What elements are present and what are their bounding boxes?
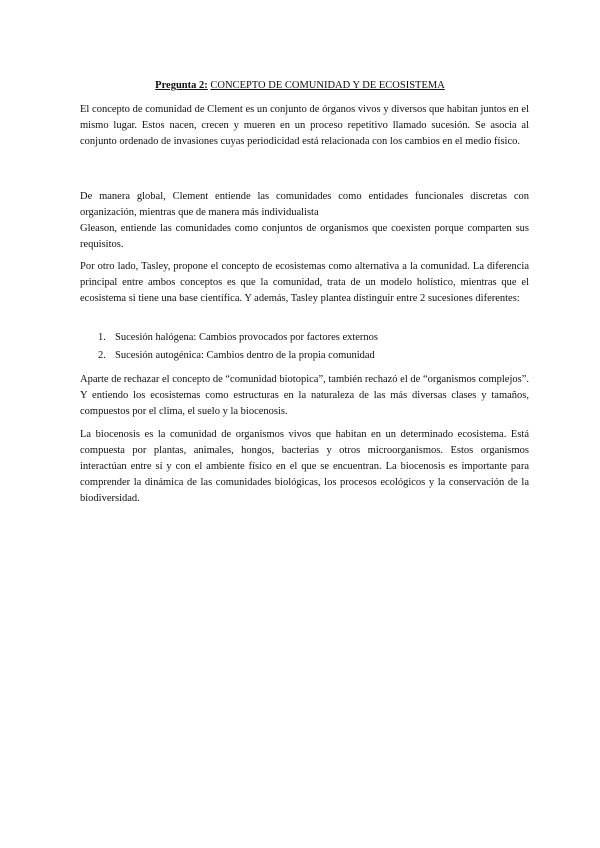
question-label: Pregunta 2: (155, 80, 208, 91)
list-item (80, 329, 529, 347)
paragraph-text: Aparte de rechazar el concepto de “comunidad biotopica”, también rechazó el de “organismos complejos”. Y entiendo los ecosistemas como estructuras en la naturaleza de las más diversas clases y tamaños, compuestos por el clima, el suelo y la biocenosis. (80, 374, 529, 417)
paragraph-clement-gleason (80, 189, 529, 253)
list-item-number: 2. (98, 350, 106, 361)
list-item-text: Sucesión autogénica: Cambios dentro de la propia comunidad (115, 350, 375, 361)
list-item-number: 1. (98, 332, 106, 343)
list-item (80, 347, 529, 365)
question-heading: CONCEPTO DE COMUNIDAD Y DE ECOSISTEMA (210, 80, 445, 91)
paragraph-biocenosis (80, 427, 529, 507)
paragraph-text: Por otro lado, Tasley, propone el concepto de ecosistemas como alternativa a la comunidad. La diferencia principal entre ambos conceptos es que la comunidad, trata de un modelo holístico, mientras que el ecosistema si tiene una base científica. Y además, Tasley plantea distinguir entre 2 sucesiones diferentes: (80, 261, 529, 304)
paragraph-text: La biocenosis es la comunidad de organismos vivos que habitan en un determinado ecosistema. Está compuesta por plantas, animales, hongos, bacterias y otros microorganismos. Estos organismos interactúan entre sí y con el ambiente físico en el que se encuentran. La biocenosis es importante para comprender la dinámica de las comunidades biológicas, los procesos ecológicos y la conservación de la biodiversidad. (80, 429, 529, 504)
paragraph-ecosystem-structures (80, 372, 529, 420)
paragraph-tasley-ecosystem (80, 259, 529, 307)
page-title (0, 79, 600, 93)
succession-list (80, 329, 529, 365)
paragraph-text-clement: De manera global, Clement entiende las comunidades como entidades funcionales discretas con organización, mientras que de manera más individualista (80, 191, 529, 218)
paragraph-text-gleason: Gleason, entiende las comunidades como conjuntos de organismos que coexisten porque comparten sus requisitos. (80, 223, 529, 250)
paragraph-clement-community (80, 102, 529, 150)
paragraph-text: El concepto de comunidad de Clement es un conjunto de órganos vivos y diversos que habitan juntos en el mismo lugar. Estos nacen, crecen y mueren en un proceso repetitivo llamado sucesión. Se asocia al conjunto ordenado de invasiones cuyas periodicidad está relacionada con los cambios en el medio físico. (80, 104, 529, 147)
list-item-text: Sucesión halógena: Cambios provocados por factores externos (115, 332, 379, 343)
